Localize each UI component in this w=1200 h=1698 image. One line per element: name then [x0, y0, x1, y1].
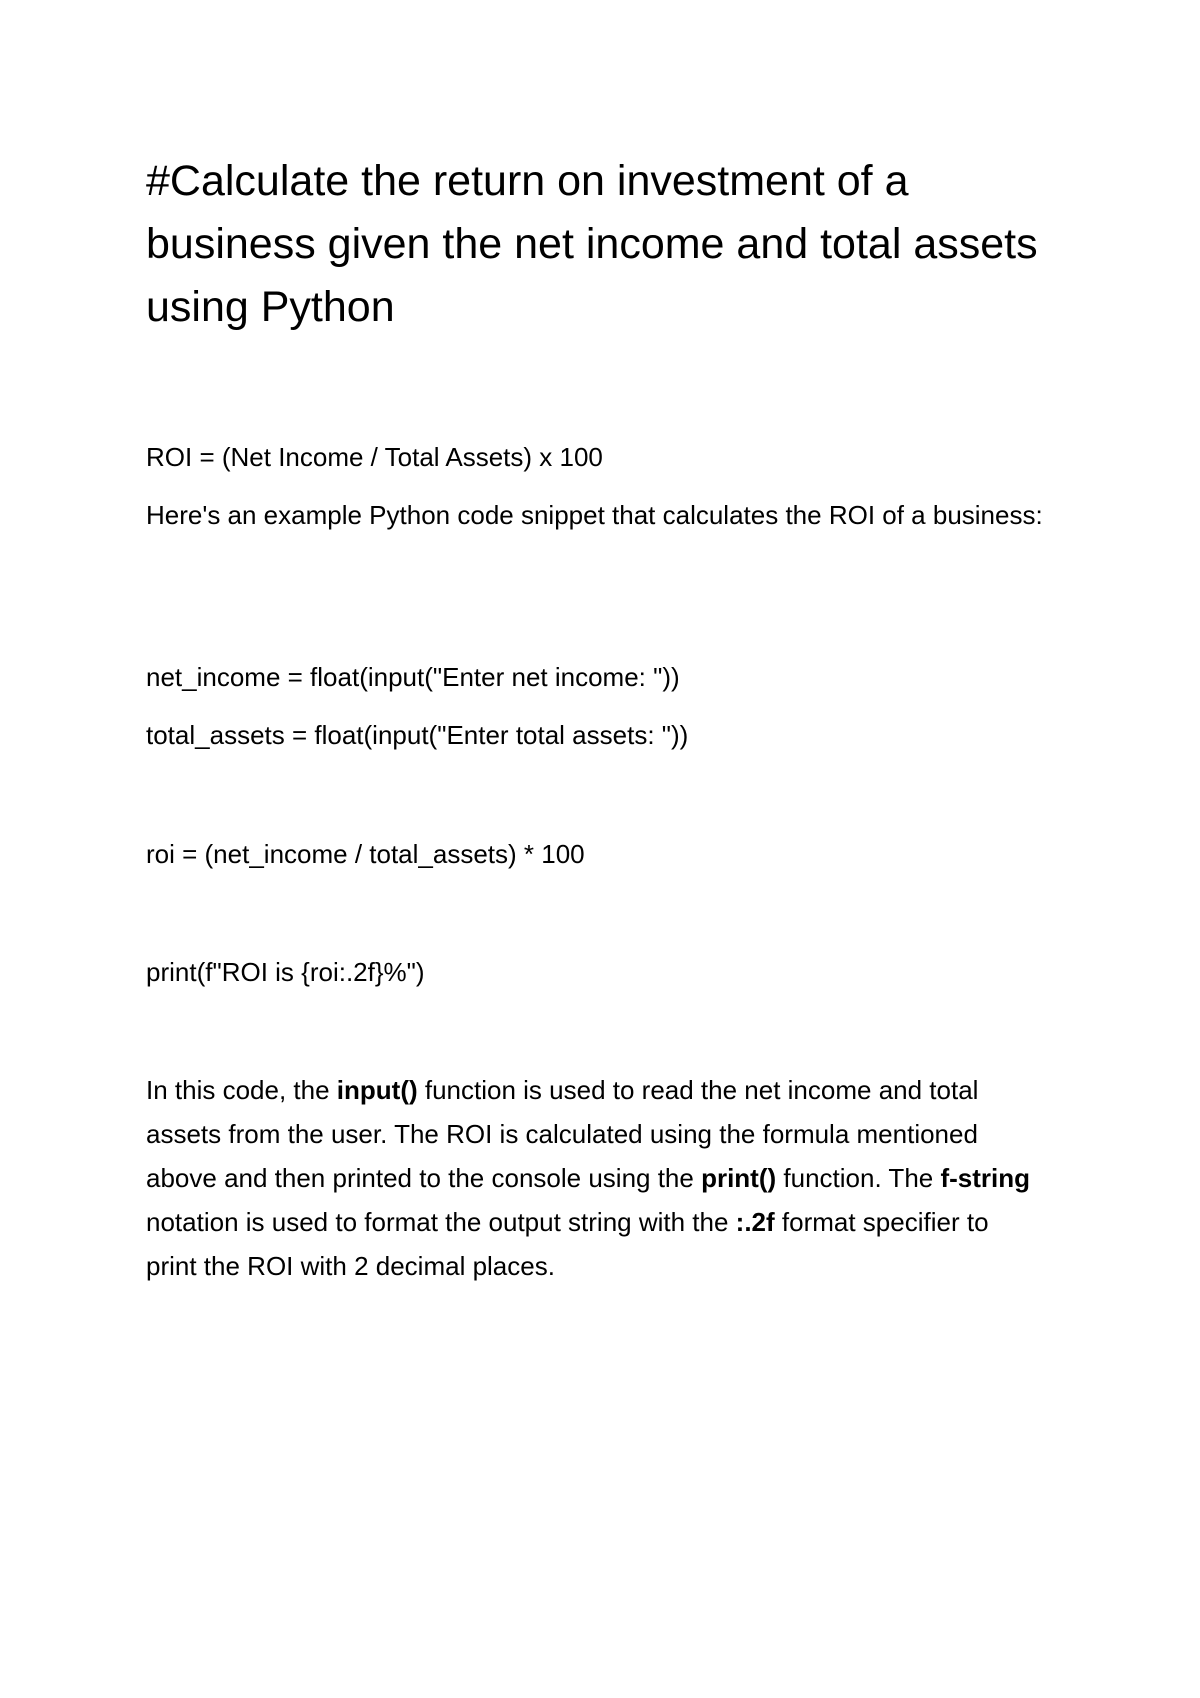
- explanation-text: format specifier to print the ROI with 2 decimal places.: [146, 1207, 989, 1281]
- code-line-roi: roi = (net_income / total_assets) * 100: [146, 839, 585, 869]
- format-specifier-term: :.2f: [735, 1207, 775, 1237]
- print-function-term: print(): [701, 1163, 777, 1193]
- roi-formula: ROI = (Net Income / Total Assets) x 100: [146, 442, 603, 472]
- explanation-paragraph: [146, 1068, 1046, 1288]
- explanation-text: function. The: [776, 1163, 941, 1193]
- f-string-term: f-string: [940, 1163, 1031, 1193]
- explanation-text: In this code, the: [146, 1075, 337, 1105]
- code-line-total-assets: total_assets = float(input("Enter total assets: ")): [146, 720, 689, 750]
- explanation-text: function is used to read the net income and total assets from the user. The ROI is calculated using the formula mentioned above and then printed to the console using the: [146, 1075, 979, 1193]
- document-title: #Calculate the return on investment of a business given the net income and total assets using Python: [146, 157, 1038, 331]
- explanation-text: notation is used to format the output string with the: [146, 1207, 736, 1237]
- intro-text: Here's an example Python code snippet that calculates the ROI of a business:: [146, 500, 1043, 530]
- input-function-term: input(): [336, 1075, 418, 1105]
- code-line-print: print(f"ROI is {roi:.2f}%"): [146, 957, 425, 987]
- code-line-net-income: net_income = float(input("Enter net income: ")): [146, 662, 680, 692]
